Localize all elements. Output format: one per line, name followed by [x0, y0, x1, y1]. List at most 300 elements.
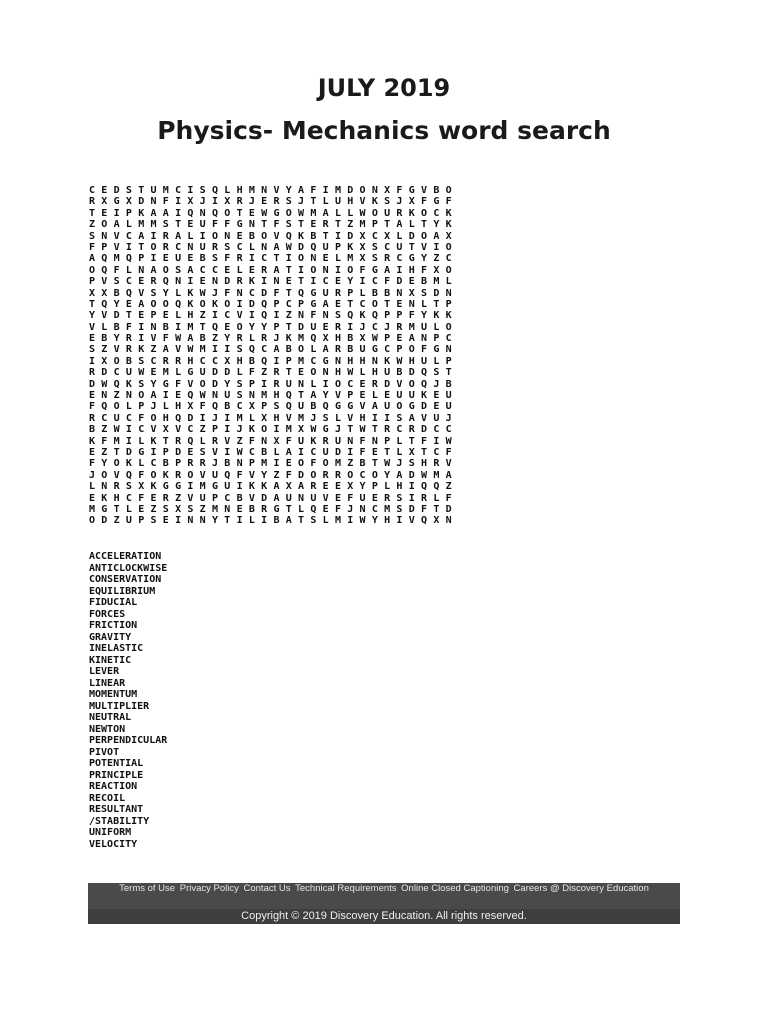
grid-letter: P	[248, 458, 255, 470]
grid-letter: X	[433, 264, 440, 276]
grid-letter: C	[125, 276, 132, 288]
grid-letter: G	[162, 481, 169, 493]
grid-letter: S	[89, 344, 96, 356]
grid-letter: K	[138, 207, 145, 219]
grid-letter: Q	[101, 253, 108, 265]
grid-letter: Z	[199, 503, 206, 515]
grid-letter: T	[298, 515, 305, 527]
grid-letter: V	[113, 241, 120, 253]
grid-letter: R	[175, 469, 182, 481]
grid-letter: G	[273, 207, 280, 219]
site-footer	[88, 883, 680, 924]
grid-letter: A	[273, 481, 280, 493]
grid-letter: E	[199, 276, 206, 288]
grid-letter: I	[273, 424, 280, 436]
grid-letter: C	[101, 412, 108, 424]
grid-letter: M	[298, 412, 305, 424]
grid-letter: Y	[322, 390, 329, 402]
grid-letter: T	[433, 503, 440, 515]
grid-letter: F	[162, 196, 169, 208]
grid-letter: J	[445, 412, 452, 424]
grid-letter: F	[445, 446, 452, 458]
grid-letter: F	[138, 492, 145, 504]
grid-letter: U	[285, 492, 292, 504]
grid-letter: F	[310, 310, 317, 322]
grid-letter: E	[334, 492, 341, 504]
grid-letter: Y	[384, 469, 391, 481]
grid-letter: K	[150, 435, 157, 447]
grid-letter: F	[89, 241, 96, 253]
grid-letter: L	[248, 241, 255, 253]
grid-letter: A	[273, 344, 280, 356]
grid-letter: O	[421, 230, 428, 242]
grid-letter: S	[199, 446, 206, 458]
grid-letter: Q	[310, 333, 317, 345]
grid-letter: W	[298, 207, 305, 219]
grid-letter: E	[89, 492, 96, 504]
grid-letter: C	[396, 253, 403, 265]
grid-letter: E	[261, 196, 268, 208]
grid-letter: P	[445, 298, 452, 310]
grid-letter: T	[347, 424, 354, 436]
grid-letter: F	[347, 492, 354, 504]
grid-letter: T	[384, 446, 391, 458]
grid-letter: B	[359, 458, 366, 470]
grid-letter: W	[199, 287, 206, 299]
word-list-item: FORCES	[89, 608, 126, 620]
grid-letter: O	[150, 241, 157, 253]
grid-letter: P	[384, 435, 391, 447]
grid-letter: A	[322, 298, 329, 310]
grid-letter: U	[334, 435, 341, 447]
grid-letter: I	[125, 435, 132, 447]
word-list-item: POTENTIAL	[89, 758, 144, 769]
grid-letter: L	[224, 185, 231, 196]
grid-letter: A	[396, 469, 403, 481]
grid-letter: V	[101, 276, 108, 288]
grid-letter: T	[285, 321, 292, 333]
word-list-item: PERPENDICULAR	[89, 735, 168, 746]
footer-link[interactable]: Careers @ Discovery Education	[513, 883, 649, 894]
grid-row	[89, 276, 458, 287]
grid-letter: V	[408, 515, 415, 527]
grid-letter: S	[421, 287, 428, 299]
grid-letter: U	[310, 321, 317, 333]
grid-letter: K	[125, 378, 132, 390]
grid-letter: L	[421, 298, 428, 310]
grid-letter: T	[113, 503, 120, 515]
grid-letter: T	[384, 298, 391, 310]
grid-letter: T	[408, 241, 415, 253]
grid-letter: H	[347, 196, 354, 208]
grid-letter: T	[273, 253, 280, 265]
grid-letter: G	[371, 264, 378, 276]
grid-letter: E	[175, 390, 182, 402]
grid-letter: P	[371, 481, 378, 493]
grid-row	[89, 379, 458, 390]
grid-letter: C	[236, 401, 243, 413]
grid-letter: N	[347, 435, 354, 447]
grid-letter: B	[199, 253, 206, 265]
grid-letter: X	[138, 481, 145, 493]
grid-letter: H	[162, 412, 169, 424]
grid-row	[89, 253, 458, 264]
grid-letter: L	[273, 446, 280, 458]
grid-letter: X	[359, 253, 366, 265]
grid-letter: E	[322, 503, 329, 515]
grid-letter: C	[322, 276, 329, 288]
grid-letter: I	[408, 492, 415, 504]
grid-letter: C	[113, 367, 120, 379]
grid-letter: D	[408, 367, 415, 379]
grid-letter: C	[445, 253, 452, 265]
grid-letter: O	[261, 424, 268, 436]
grid-letter: Y	[113, 333, 120, 345]
grid-letter: M	[162, 185, 169, 196]
grid-letter: O	[347, 469, 354, 481]
grid-letter: A	[150, 207, 157, 219]
grid-letter: N	[199, 515, 206, 527]
grid-letter: U	[421, 321, 428, 333]
grid-letter: L	[125, 503, 132, 515]
grid-letter: C	[125, 492, 132, 504]
footer-link[interactable]: Technical Requirements	[295, 883, 397, 894]
grid-letter: S	[113, 276, 120, 288]
word-list-item: LINEAR	[89, 677, 126, 689]
grid-letter: J	[310, 412, 317, 424]
footer-link[interactable]: Contact Us	[243, 883, 291, 894]
grid-letter: R	[322, 219, 329, 231]
grid-letter: C	[175, 241, 182, 253]
grid-letter: Y	[347, 276, 354, 288]
grid-row	[89, 196, 458, 207]
grid-letter: K	[359, 310, 366, 322]
grid-letter: R	[211, 241, 218, 253]
grid-letter: I	[150, 446, 157, 458]
grid-letter: C	[211, 355, 218, 367]
grid-letter: O	[113, 355, 120, 367]
grid-letter: A	[298, 185, 305, 196]
grid-letter: W	[445, 435, 452, 447]
grid-letter: S	[175, 264, 182, 276]
grid-letter: Q	[101, 298, 108, 310]
grid-letter: C	[138, 424, 145, 436]
grid-row	[89, 310, 458, 321]
grid-letter: Q	[248, 344, 255, 356]
grid-letter: Q	[421, 481, 428, 493]
grid-letter: S	[125, 185, 132, 196]
grid-letter: W	[113, 424, 120, 436]
grid-letter: Q	[175, 412, 182, 424]
grid-letter: E	[433, 390, 440, 402]
grid-letter: F	[236, 469, 243, 481]
grid-row	[89, 515, 458, 526]
word-list-item: REACTION	[89, 781, 138, 792]
grid-letter: E	[334, 481, 341, 493]
grid-letter: M	[359, 219, 366, 231]
grid-letter: I	[371, 412, 378, 424]
grid-letter: T	[175, 219, 182, 231]
grid-letter: R	[273, 367, 280, 379]
grid-letter: M	[408, 321, 415, 333]
grid-letter: Q	[211, 401, 218, 413]
grid-letter: X	[125, 196, 132, 208]
grid-letter: F	[334, 503, 341, 515]
grid-letter: D	[298, 469, 305, 481]
grid-letter: O	[298, 458, 305, 470]
footer-link[interactable]: Online Closed Captioning	[401, 883, 509, 894]
grid-letter: G	[310, 287, 317, 299]
grid-letter: Z	[101, 344, 108, 356]
grid-letter: P	[261, 401, 268, 413]
grid-letter: E	[298, 367, 305, 379]
grid-letter: U	[125, 515, 132, 527]
grid-letter: E	[371, 446, 378, 458]
grid-letter: V	[175, 344, 182, 356]
grid-letter: R	[334, 287, 341, 299]
grid-letter: K	[187, 287, 194, 299]
grid-letter: V	[334, 390, 341, 402]
grid-letter: B	[162, 321, 169, 333]
grid-letter: P	[150, 310, 157, 322]
grid-row	[89, 265, 458, 276]
grid-letter: C	[236, 241, 243, 253]
word-list-item: CONSERVATION	[89, 574, 162, 585]
grid-letter: R	[421, 492, 428, 504]
grid-letter: L	[236, 264, 243, 276]
grid-letter: U	[199, 367, 206, 379]
grid-letter: C	[261, 253, 268, 265]
grid-letter: C	[359, 469, 366, 481]
grid-letter: D	[433, 287, 440, 299]
grid-letter: Y	[285, 185, 292, 196]
grid-letter: H	[236, 185, 243, 196]
grid-letter: E	[322, 253, 329, 265]
grid-letter: T	[371, 424, 378, 436]
grid-letter: E	[285, 276, 292, 288]
grid-letter: Q	[310, 503, 317, 515]
grid-letter: Q	[211, 321, 218, 333]
grid-letter: Y	[101, 458, 108, 470]
grid-letter: F	[396, 185, 403, 196]
grid-row	[89, 242, 458, 253]
grid-letter: R	[371, 378, 378, 390]
grid-letter: S	[125, 481, 132, 493]
grid-letter: W	[101, 378, 108, 390]
grid-letter: S	[285, 196, 292, 208]
grid-letter: K	[187, 298, 194, 310]
word-list-item: PRINCIPLE	[89, 769, 144, 781]
grid-letter: M	[298, 355, 305, 367]
grid-letter: E	[162, 515, 169, 527]
grid-row	[89, 424, 458, 435]
grid-letter: J	[273, 333, 280, 345]
grid-letter: N	[150, 321, 157, 333]
grid-row	[89, 367, 458, 378]
grid-letter: L	[175, 310, 182, 322]
grid-letter: I	[89, 355, 96, 367]
grid-letter: N	[445, 287, 452, 299]
grid-letter: U	[211, 469, 218, 481]
grid-letter: D	[261, 492, 268, 504]
grid-row	[89, 322, 458, 333]
grid-letter: A	[408, 333, 415, 345]
grid-letter: K	[248, 424, 255, 436]
grid-letter: F	[285, 435, 292, 447]
grid-letter: W	[371, 333, 378, 345]
grid-letter: S	[89, 230, 96, 242]
grid-letter: G	[433, 196, 440, 208]
grid-letter: E	[89, 390, 96, 402]
grid-letter: L	[445, 276, 452, 288]
footer-link[interactable]: Terms of Use	[119, 883, 176, 894]
grid-letter: U	[298, 401, 305, 413]
grid-letter: I	[384, 412, 391, 424]
grid-letter: I	[347, 321, 354, 333]
grid-letter: F	[199, 401, 206, 413]
grid-letter: L	[371, 390, 378, 402]
grid-letter: P	[298, 298, 305, 310]
word-list-item: FRICTION	[89, 620, 138, 631]
grid-letter: E	[101, 185, 108, 196]
grid-letter: C	[445, 333, 452, 345]
grid-letter: M	[150, 219, 157, 231]
grid-letter: J	[248, 196, 255, 208]
grid-letter: M	[138, 219, 145, 231]
grid-letter: B	[113, 287, 120, 299]
grid-letter: O	[89, 264, 96, 276]
grid-letter: J	[298, 196, 305, 208]
grid-letter: E	[433, 401, 440, 413]
grid-letter: V	[150, 424, 157, 436]
grid-letter: W	[187, 344, 194, 356]
grid-letter: K	[150, 481, 157, 493]
grid-letter: T	[408, 435, 415, 447]
grid-letter: U	[408, 390, 415, 402]
grid-letter: K	[248, 481, 255, 493]
grid-letter: V	[445, 458, 452, 470]
grid-letter: S	[334, 310, 341, 322]
grid-letter: L	[310, 344, 317, 356]
grid-letter: O	[101, 469, 108, 481]
grid-letter: O	[150, 298, 157, 310]
grid-letter: O	[236, 321, 243, 333]
grid-letter: M	[433, 276, 440, 288]
grid-letter: C	[359, 298, 366, 310]
grid-letter: L	[359, 367, 366, 379]
grid-letter: A	[285, 515, 292, 527]
grid-letter: Y	[150, 378, 157, 390]
grid-letter: N	[236, 287, 243, 299]
grid-letter: B	[347, 333, 354, 345]
word-list-item: LEVER	[89, 666, 120, 677]
grid-letter: X	[408, 446, 415, 458]
grid-letter: B	[445, 378, 452, 390]
grid-letter: B	[273, 515, 280, 527]
grid-letter: I	[224, 412, 231, 424]
grid-letter: E	[101, 207, 108, 219]
grid-letter: T	[125, 310, 132, 322]
grid-letter: Z	[89, 219, 96, 231]
grid-letter: X	[273, 435, 280, 447]
grid-letter: E	[285, 458, 292, 470]
grid-letter: S	[396, 412, 403, 424]
grid-letter: S	[236, 390, 243, 402]
grid-letter: A	[89, 253, 96, 265]
grid-letter: Z	[273, 469, 280, 481]
grid-letter: H	[334, 333, 341, 345]
grid-letter: X	[347, 481, 354, 493]
grid-letter: U	[199, 492, 206, 504]
grid-letter: R	[384, 492, 391, 504]
grid-letter: S	[199, 185, 206, 196]
grid-letter: M	[334, 458, 341, 470]
grid-letter: L	[199, 435, 206, 447]
grid-letter: I	[310, 276, 317, 288]
grid-letter: F	[273, 287, 280, 299]
grid-letter: O	[371, 298, 378, 310]
grid-letter: U	[384, 207, 391, 219]
grid-letter: C	[371, 276, 378, 288]
word-list-item: GRAVITY	[89, 631, 132, 643]
grid-letter: R	[89, 196, 96, 208]
grid-letter: L	[138, 458, 145, 470]
grid-letter: A	[175, 230, 182, 242]
grid-letter: H	[421, 458, 428, 470]
grid-letter: O	[113, 458, 120, 470]
grid-letter: M	[113, 435, 120, 447]
grid-letter: C	[384, 241, 391, 253]
grid-letter: R	[199, 458, 206, 470]
grid-letter: Q	[298, 287, 305, 299]
grid-letter: R	[334, 344, 341, 356]
footer-link[interactable]: Privacy Policy	[179, 883, 239, 894]
grid-letter: A	[384, 264, 391, 276]
grid-letter: J	[89, 469, 96, 481]
grid-row	[89, 288, 458, 299]
grid-letter: H	[273, 412, 280, 424]
grid-letter: V	[224, 435, 231, 447]
grid-letter: N	[322, 367, 329, 379]
grid-letter: N	[211, 276, 218, 288]
grid-letter: C	[384, 344, 391, 356]
grid-letter: K	[408, 207, 415, 219]
grid-letter: S	[433, 367, 440, 379]
grid-letter: G	[211, 481, 218, 493]
grid-letter: R	[384, 424, 391, 436]
grid-letter: I	[211, 196, 218, 208]
grid-letter: U	[359, 344, 366, 356]
grid-letter: T	[298, 276, 305, 288]
grid-letter: T	[322, 230, 329, 242]
grid-letter: A	[187, 264, 194, 276]
grid-letter: D	[101, 515, 108, 527]
grid-letter: E	[396, 333, 403, 345]
grid-letter: W	[359, 515, 366, 527]
grid-letter: H	[396, 481, 403, 493]
grid-letter: R	[322, 469, 329, 481]
grid-letter: O	[445, 321, 452, 333]
grid-letter: Q	[261, 310, 268, 322]
grid-letter: R	[125, 344, 132, 356]
worksheet-date: JULY 2019	[317, 74, 451, 102]
word-list-item: RESULTANT	[89, 804, 144, 815]
grid-letter: I	[298, 264, 305, 276]
grid-letter: Y	[261, 321, 268, 333]
grid-letter: F	[273, 219, 280, 231]
grid-letter: T	[421, 446, 428, 458]
grid-letter: X	[248, 401, 255, 413]
